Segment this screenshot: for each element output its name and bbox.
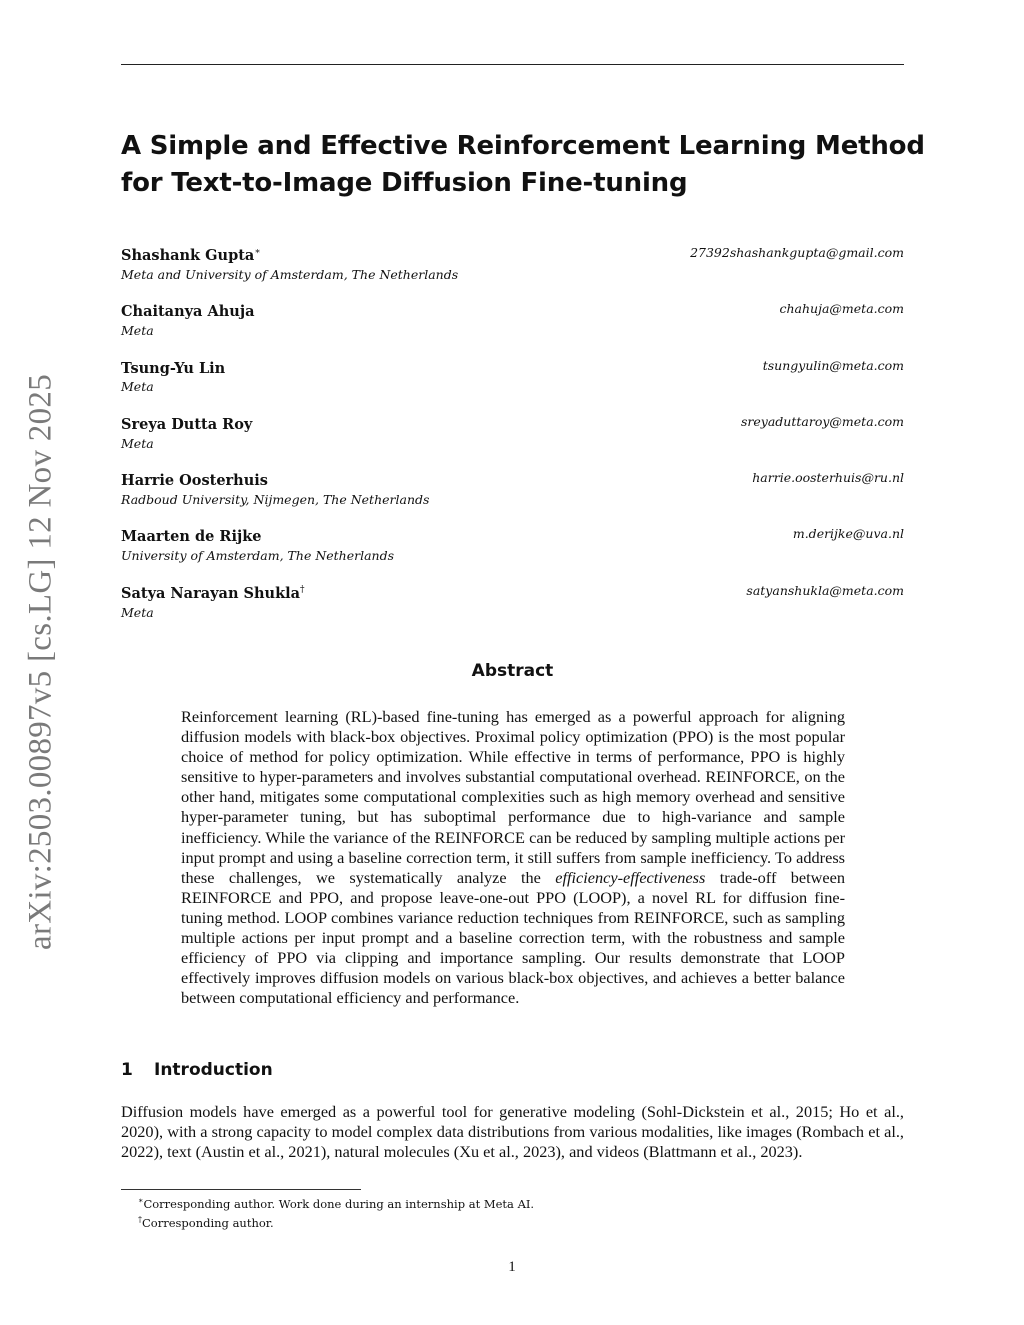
author-name: Tsung-Yu Lin [121,359,226,377]
author-email: m.derijke@uva.nl [792,526,904,542]
footnote-rule [121,1189,361,1190]
author-name: Chaitanya Ahuja [121,303,255,321]
abstract-emphasis: efficiency-effectiveness [555,867,706,887]
author-email: sreyaduttaroy@meta.com [741,413,904,429]
author-affiliation: Meta [121,323,154,339]
author-entry [121,412,904,468]
abstract-text: Reinforcement learning (RL)-based fine-tuning has emerged as a powerful approach for aligning diffusion models with black-box objectives. Proximal policy optimization (PPO) is the most popular choice of method for policy optimization. While effective in terms of performance, PPO is highly sensitive to hyper-parameters and involves substantial computational overhead. REINFORCE, on the other hand, mitigates some computational complexities such as high memory overhead and sensitive hyper-parameter tuning, but has suboptimal performance due to high-variance and sample inefficiency. While the variance of the REINFORCE can be reduced by sampling multiple actions per input prompt and using a baseline correction term, it still suffers from sample inefficiency. To address these challenges, we systematically analyze the efficiency-effectiveness trade-off between REINFORCE and PPO, and propose leave-one-out PPO (LOOP), a novel RL for diffusion fine-tuning method. LOOP combines variance reduction techniques from REINFORCE, such as sampling multiple actions per input prompt and a baseline correction term, with the robustness and sample efficiency of PPO via clipping and importance sampling. Our results demonstrate that LOOP effectively improves diffusion models on various black-box objectives, and achieves a better balance between computational efficiency and performance. [181,707,845,1008]
author-affiliation: Meta [121,435,154,451]
author-email: harrie.oosterhuis@ru.nl [752,470,904,486]
author-entry [121,243,904,299]
section-number: 1 [121,1060,133,1080]
author-name: Satya Narayan Shukla† [121,584,305,602]
paper-title-line-2: for Text-to-Image Diffusion Fine-tuning [121,168,688,198]
footnote: †Corresponding author. [138,1214,274,1230]
page-number: 1 [508,1259,516,1275]
author-entry [121,468,904,524]
arxiv-stamp-text: arXiv:2503.00897v5 [cs.LG] 12 Nov 2025 [22,374,59,950]
abstract-heading: Abstract [471,661,554,681]
author-email: 27392shashankgupta@gmail.com [690,245,904,260]
paper-title-line-1: A Simple and Effective Reinforcement Learning Method [121,131,925,161]
author-list [121,243,904,637]
section-heading [121,1060,273,1080]
footnote-mark: † [300,584,305,595]
author-entry [121,581,904,637]
author-affiliation: Radboud University, Nijmegen, The Netherlands [121,492,430,508]
author-email: tsungyulin@meta.com [762,357,904,373]
author-affiliation: University of Amsterdam, The Netherlands [121,548,395,564]
author-entry [121,524,904,580]
author-name: Harrie Oosterhuis [121,472,268,490]
top-rule [121,64,904,65]
author-name: Maarten de Rijke [121,528,262,546]
section-title: Introduction [154,1060,273,1080]
footnote: ∗Corresponding author. Work done during an internship at Meta AI. [138,1196,535,1211]
footnote-mark: ∗ [254,247,261,257]
author-name: Shashank Gupta∗ [121,246,261,264]
author-entry [121,356,904,412]
author-affiliation: Meta [121,379,154,395]
author-affiliation: Meta and University of Amsterdam, The Netherlands [121,266,459,282]
author-affiliation: Meta [121,604,154,620]
author-entry [121,299,904,355]
introduction-paragraph: Diffusion models have emerged as a powerful tool for generative modeling (Sohl-Dickstein et al., 2015; Ho et al., 2020), with a strong capacity to model complex data distributions from various modalities, like images (Rombach et al., 2022), text (Austin et al., 2021), natural molecules (Xu et al., 2023), and videos (Blattmann et al., 2023). [121,1102,904,1162]
paper-title [121,128,925,202]
footnotes [138,1193,534,1231]
author-email: satyanshukla@meta.com [746,582,904,598]
author-name: Sreya Dutta Roy [121,415,253,433]
author-email: chahuja@meta.com [779,301,904,317]
